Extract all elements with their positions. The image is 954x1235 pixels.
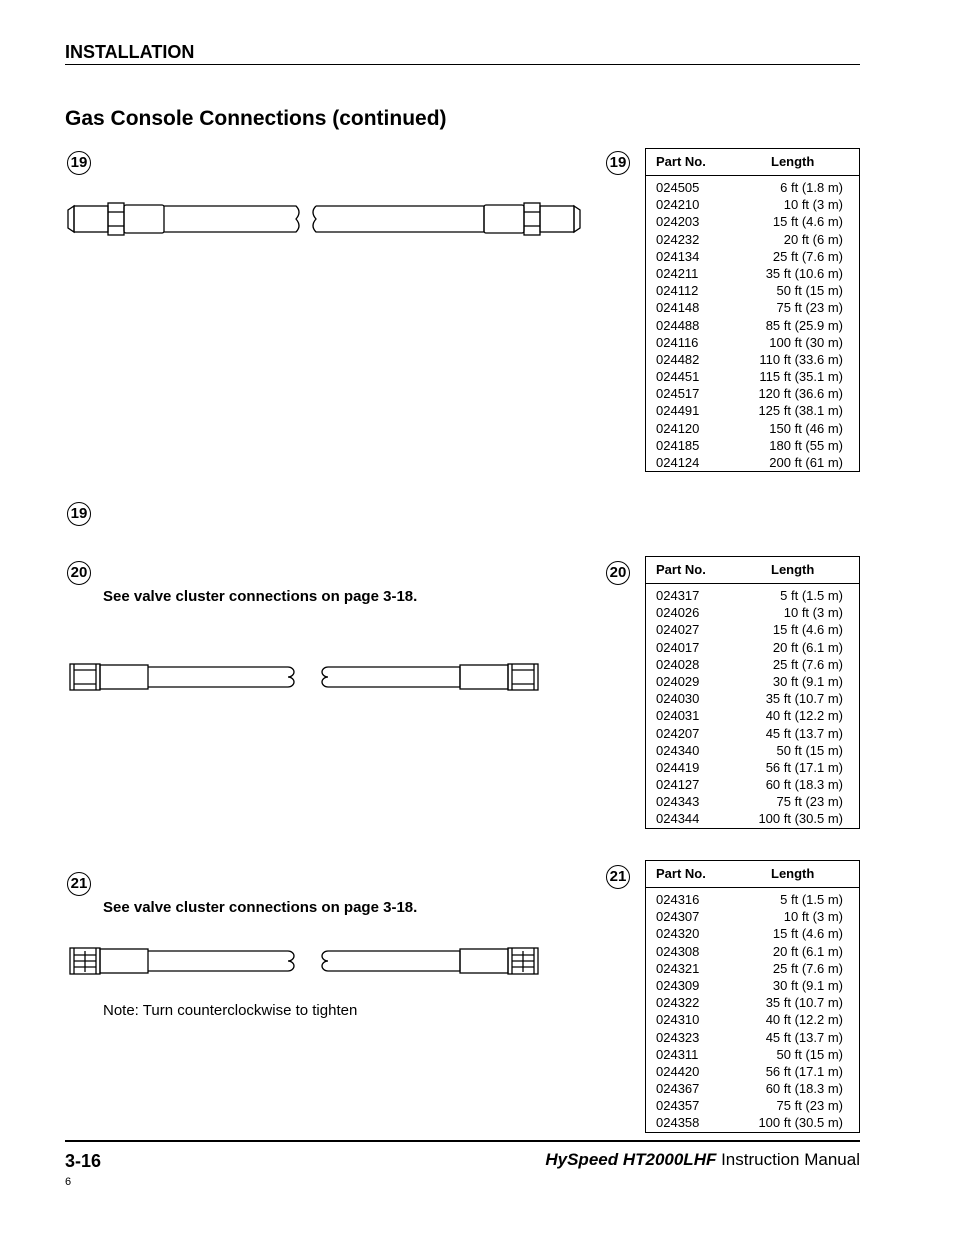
length-cell: 10 ft (3 m) xyxy=(783,197,843,213)
callout-21-left: 21 xyxy=(67,872,91,896)
table-row xyxy=(646,994,859,1011)
table-row xyxy=(646,213,859,230)
table-row xyxy=(646,690,859,707)
parts-table-20 xyxy=(645,556,860,829)
table-row xyxy=(646,179,859,196)
length-cell: 75 ft (23 m) xyxy=(776,1098,843,1114)
table-row xyxy=(646,960,859,977)
part-number-cell: 024031 xyxy=(656,708,700,724)
length-cell: 25 ft (7.6 m) xyxy=(772,960,843,976)
table-row xyxy=(646,673,859,690)
length-cell: 40 ft (12.2 m) xyxy=(765,708,843,724)
length-cell: 75 ft (23 m) xyxy=(776,300,843,316)
table-row xyxy=(646,231,859,248)
part-number-cell: 024211 xyxy=(656,265,699,281)
table-row xyxy=(646,317,859,334)
part-number-cell: 024310 xyxy=(656,1012,700,1028)
document-id: 6 xyxy=(65,1176,72,1188)
table-row xyxy=(646,793,859,810)
table-row xyxy=(646,282,859,299)
hose-20-illustration xyxy=(66,660,546,696)
table-row xyxy=(646,385,859,402)
part-number-cell: 024203 xyxy=(656,214,700,230)
table-row xyxy=(646,1029,859,1046)
length-cell: 56 ft (17.1 m) xyxy=(765,759,843,775)
part-number-cell: 024357 xyxy=(656,1098,700,1114)
part-number-cell: 024127 xyxy=(656,777,700,793)
part-number-cell: 024309 xyxy=(656,977,700,993)
part-number-cell: 024311 xyxy=(656,1046,699,1062)
table-row xyxy=(646,1046,859,1063)
table-header xyxy=(646,861,859,888)
page-number: 3-16 xyxy=(65,1151,102,1171)
table-row xyxy=(646,1097,859,1114)
part-number-cell: 024320 xyxy=(656,926,700,942)
table-row xyxy=(646,604,859,621)
table-row xyxy=(646,1011,859,1028)
part-number-cell: 024316 xyxy=(656,892,700,907)
length-cell: 35 ft (10.7 m) xyxy=(765,691,843,707)
part-number-cell: 024517 xyxy=(656,386,700,402)
column-part-no: Part No. xyxy=(656,154,706,169)
part-number-cell: 024488 xyxy=(656,317,700,333)
table-body xyxy=(646,176,859,471)
table-row xyxy=(646,454,859,471)
column-length: Length xyxy=(771,154,815,169)
table-row xyxy=(646,420,859,437)
callout-19-left: 19 xyxy=(67,151,91,175)
table-row xyxy=(646,402,859,419)
part-number-cell: 024134 xyxy=(656,248,700,264)
section-label: INSTALLATION xyxy=(65,42,195,62)
table-header xyxy=(646,149,859,176)
length-cell: 35 ft (10.6 m) xyxy=(765,265,843,281)
table-row xyxy=(646,977,859,994)
table-row xyxy=(646,437,859,454)
note-valve-cluster-21: See valve cluster connections on page 3-18. xyxy=(103,899,418,916)
header-rule xyxy=(65,64,860,65)
table-row xyxy=(646,742,859,759)
table-row xyxy=(646,1114,859,1131)
callout-19-right: 19 xyxy=(606,151,630,175)
part-number-cell: 024343 xyxy=(656,794,700,810)
length-cell: 50 ft (15 m) xyxy=(776,742,843,758)
part-number-cell: 024029 xyxy=(656,673,700,689)
length-cell: 100 ft (30.5 m) xyxy=(758,811,843,827)
length-cell: 30 ft (9.1 m) xyxy=(772,673,843,689)
length-cell: 50 ft (15 m) xyxy=(776,1046,843,1062)
length-cell: 50 ft (15 m) xyxy=(776,283,843,299)
manual-title xyxy=(545,1150,860,1170)
part-number-cell: 024322 xyxy=(656,995,700,1011)
length-cell: 15 ft (4.6 m) xyxy=(772,622,843,638)
table-row xyxy=(646,759,859,776)
length-cell: 6 ft (1.8 m) xyxy=(780,180,843,195)
table-row xyxy=(646,299,859,316)
callout-20-left: 20 xyxy=(67,561,91,585)
length-cell: 150 ft (46 m) xyxy=(769,420,843,436)
footer-rule xyxy=(65,1140,860,1142)
length-cell: 120 ft (36.6 m) xyxy=(758,386,843,402)
length-cell: 45 ft (13.7 m) xyxy=(765,725,843,741)
table-row xyxy=(646,196,859,213)
length-cell: 180 ft (55 m) xyxy=(769,437,843,453)
part-number-cell: 024210 xyxy=(656,197,700,213)
part-number-cell: 024112 xyxy=(656,283,699,299)
column-part-no: Part No. xyxy=(656,562,706,577)
part-number-cell: 024482 xyxy=(656,351,700,367)
table-row xyxy=(646,587,859,604)
length-cell: 15 ft (4.6 m) xyxy=(772,214,843,230)
table-row xyxy=(646,908,859,925)
table-row xyxy=(646,776,859,793)
table-body xyxy=(646,888,859,1132)
length-cell: 125 ft (38.1 m) xyxy=(758,403,843,419)
callout-20-right: 20 xyxy=(606,561,630,585)
page-title: Gas Console Connections (continued) xyxy=(65,107,447,130)
length-cell: 100 ft (30 m) xyxy=(769,334,843,350)
length-cell: 35 ft (10.7 m) xyxy=(765,995,843,1011)
length-cell: 5 ft (1.5 m) xyxy=(780,892,843,907)
part-number-cell: 024344 xyxy=(656,811,700,827)
length-cell: 30 ft (9.1 m) xyxy=(772,977,843,993)
length-cell: 115 ft (35.1 m) xyxy=(759,369,843,385)
part-number-cell: 024120 xyxy=(656,420,700,436)
hose-21-illustration xyxy=(66,944,546,980)
length-cell: 10 ft (3 m) xyxy=(783,909,843,925)
parts-table-21 xyxy=(645,860,860,1133)
length-cell: 60 ft (18.3 m) xyxy=(765,777,843,793)
length-cell: 20 ft (6.1 m) xyxy=(772,943,843,959)
part-number-cell: 024358 xyxy=(656,1115,700,1131)
part-number-cell: 024323 xyxy=(656,1029,700,1045)
table-row xyxy=(646,1080,859,1097)
table-row xyxy=(646,639,859,656)
length-cell: 20 ft (6.1 m) xyxy=(772,639,843,655)
length-cell: 75 ft (23 m) xyxy=(776,794,843,810)
part-number-cell: 024030 xyxy=(656,691,700,707)
part-number-cell: 024367 xyxy=(656,1081,700,1097)
table-row xyxy=(646,725,859,742)
table-row xyxy=(646,334,859,351)
manual-suffix: Instruction Manual xyxy=(716,1150,860,1169)
part-number-cell: 024028 xyxy=(656,656,700,672)
length-cell: 15 ft (4.6 m) xyxy=(772,926,843,942)
part-number-cell: 024026 xyxy=(656,605,700,621)
part-number-cell: 024505 xyxy=(656,180,700,195)
part-number-cell: 024308 xyxy=(656,943,700,959)
length-cell: 85 ft (25.9 m) xyxy=(765,317,843,333)
table-row xyxy=(646,810,859,827)
length-cell: 20 ft (6 m) xyxy=(783,231,843,247)
manual-brand: HySpeed HT2000LHF xyxy=(545,1150,717,1169)
parts-table-19 xyxy=(645,148,860,472)
length-cell: 110 ft (33.6 m) xyxy=(759,351,843,367)
note-counterclockwise: Note: Turn counterclockwise to tighten xyxy=(103,1002,358,1019)
table-row xyxy=(646,1063,859,1080)
table-row xyxy=(646,368,859,385)
part-number-cell: 024207 xyxy=(656,725,700,741)
note-valve-cluster-20: See valve cluster connections on page 3-18. xyxy=(103,588,418,605)
table-row xyxy=(646,656,859,673)
part-number-cell: 024307 xyxy=(656,909,700,925)
table-header xyxy=(646,557,859,584)
part-number-cell: 024116 xyxy=(656,334,699,350)
part-number-cell: 024027 xyxy=(656,622,700,638)
column-length: Length xyxy=(771,866,815,881)
length-cell: 40 ft (12.2 m) xyxy=(765,1012,843,1028)
length-cell: 56 ft (17.1 m) xyxy=(765,1063,843,1079)
column-part-no: Part No. xyxy=(656,866,706,881)
column-length: Length xyxy=(771,562,815,577)
callout-21-right: 21 xyxy=(606,865,630,889)
callout-19-lower: 19 xyxy=(67,502,91,526)
part-number-cell: 024419 xyxy=(656,759,700,775)
part-number-cell: 024451 xyxy=(656,369,700,385)
table-row xyxy=(646,351,859,368)
hose-19-illustration xyxy=(60,198,590,240)
length-cell: 200 ft (61 m) xyxy=(769,455,843,470)
length-cell: 5 ft (1.5 m) xyxy=(780,588,843,603)
table-row xyxy=(646,943,859,960)
table-body xyxy=(646,584,859,828)
length-cell: 10 ft (3 m) xyxy=(783,605,843,621)
table-row xyxy=(646,265,859,282)
part-number-cell: 024340 xyxy=(656,742,700,758)
length-cell: 45 ft (13.7 m) xyxy=(765,1029,843,1045)
length-cell: 100 ft (30.5 m) xyxy=(758,1115,843,1131)
part-number-cell: 024232 xyxy=(656,231,700,247)
length-cell: 25 ft (7.6 m) xyxy=(772,656,843,672)
part-number-cell: 024491 xyxy=(656,403,700,419)
part-number-cell: 024017 xyxy=(656,639,700,655)
part-number-cell: 024185 xyxy=(656,437,700,453)
length-cell: 60 ft (18.3 m) xyxy=(765,1081,843,1097)
table-row xyxy=(646,248,859,265)
table-row xyxy=(646,707,859,724)
length-cell: 25 ft (7.6 m) xyxy=(772,248,843,264)
table-row xyxy=(646,925,859,942)
part-number-cell: 024317 xyxy=(656,588,700,603)
part-number-cell: 024420 xyxy=(656,1063,700,1079)
part-number-cell: 024321 xyxy=(656,960,700,976)
table-row xyxy=(646,621,859,638)
part-number-cell: 024124 xyxy=(656,455,700,470)
part-number-cell: 024148 xyxy=(656,300,700,316)
table-row xyxy=(646,891,859,908)
